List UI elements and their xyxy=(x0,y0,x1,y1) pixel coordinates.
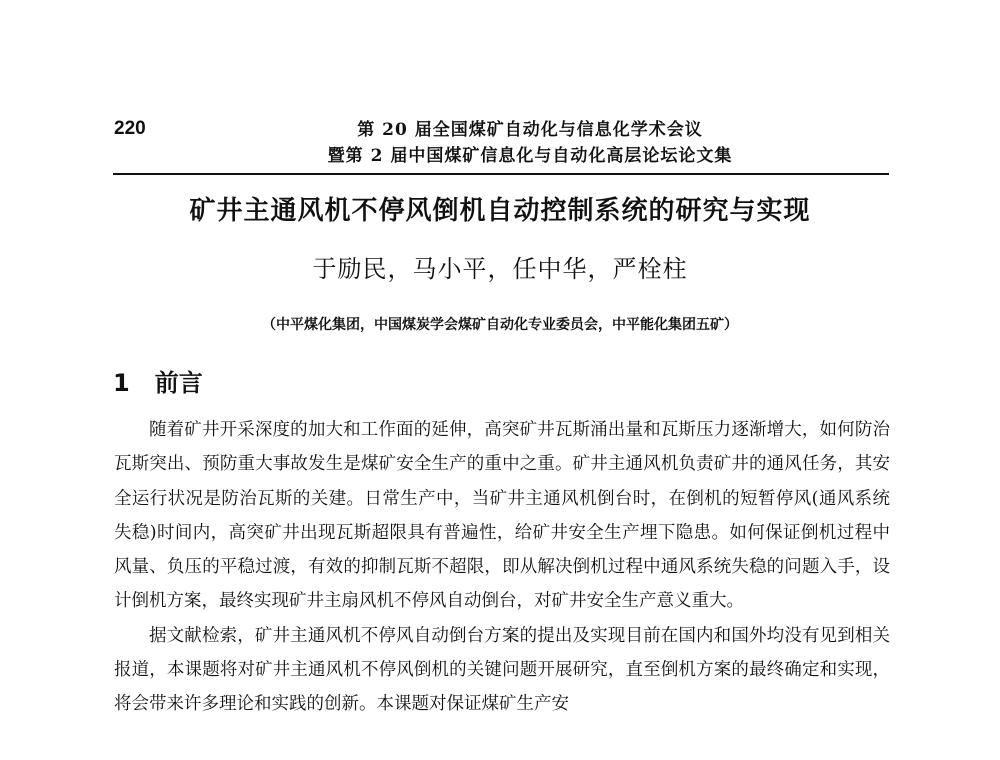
section-title: 前言 xyxy=(154,369,203,397)
paper-title: 矿井主通风机不停风倒机自动控制系统的研究与实现 xyxy=(189,196,811,226)
section-heading xyxy=(113,363,203,398)
running-header-line-1: 第 20 届全国煤矿自动化与信息化学术会议 xyxy=(357,120,703,140)
author-affiliation: （中平煤化集团，中国煤炭学会煤矿自动化专业委员会，中平能化集团五矿） xyxy=(262,317,738,333)
section-number: 1 xyxy=(113,369,130,397)
paragraph: 随着矿井开采深度的加大和工作面的延伸，高突矿井瓦斯涌出量和瓦斯压力逐渐增大，如何防治瓦斯突出、预防重大事故发生是煤矿安全生产的重中之重。矿井主通风机负责矿井的通风任务，其安全运行状况是防治瓦斯的关建。日常生产中，当矿井主通风机倒台时，在倒机的短暂停风(通风系统失稳)时间内，高突矿井出现瓦斯超限具有普遍性，给矿井安全生产埋下隐患。如何保证倒机过程中风量、负压的平稳过渡，有效的抑制瓦斯不超限，即从解决倒机过程中通风系统失稳的问题入手，设计倒机方案，最终实现矿井主扇风机不停风自动倒台，对矿井安全生产意义重大。 xyxy=(114,420,890,612)
header-divider xyxy=(113,173,889,175)
page-number: 220 xyxy=(114,118,146,139)
running-header xyxy=(230,117,830,169)
running-header-line-2: 暨第 2 届中国煤矿信息化与自动化高层论坛论文集 xyxy=(327,146,733,166)
body-text xyxy=(114,413,890,722)
author-list: 于励民，马小平，任中华，严栓柱 xyxy=(312,255,688,283)
paragraph: 据文献检索，矿井主通风机不停风自动倒台方案的提出及实现目前在国内和国外均没有见到相关报道，本课题将对矿井主通风机不停风倒机的关键问题开展研究，直至倒机方案的最终确定和实现，将会带来许多理论和实践的创新。本课题对保证煤矿生产安 xyxy=(114,625,890,715)
